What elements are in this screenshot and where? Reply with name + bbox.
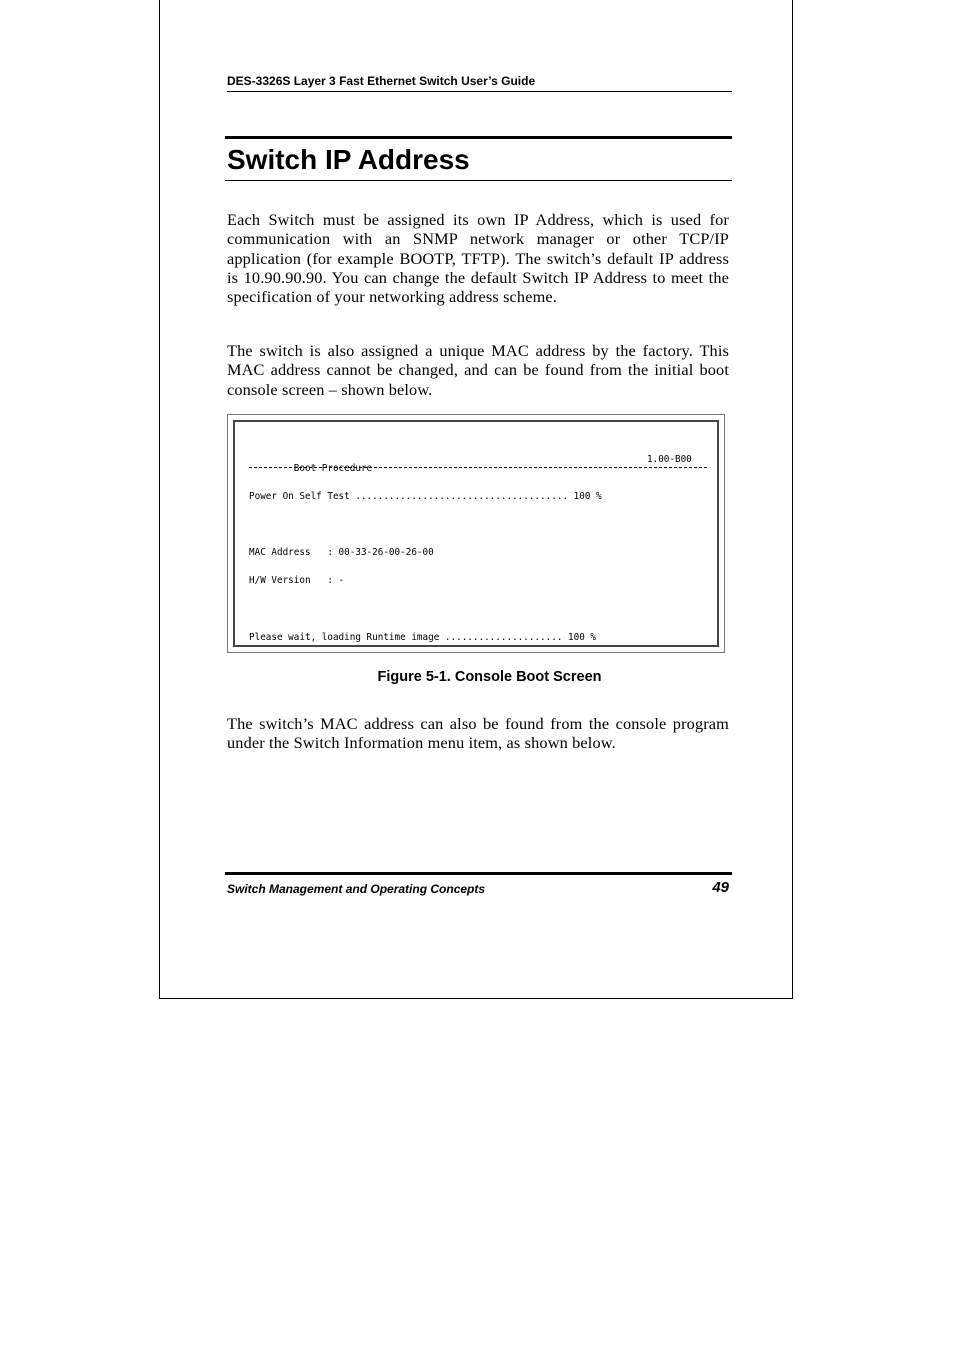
title-rule-bottom <box>225 180 732 181</box>
console-line-loading: Please wait, loading Runtime image ..................... 100 % <box>249 631 597 643</box>
console-version: 1.00-B00 <box>647 453 692 465</box>
console-divider <box>249 467 707 468</box>
console-boot-screen <box>227 414 725 653</box>
figure-caption: Figure 5-1. Console Boot Screen <box>377 669 602 685</box>
paragraph-ip-address: Each Switch must be assigned its own IP Address, which is used for communication with an SNMP network manager or other TCP/IP application (for example BOOTP, TFTP). The switch’s default IP address is 10.90.90.90. You can change the default Switch IP Address to meet the specification of your networking address scheme. <box>227 210 729 307</box>
console-gap <box>249 520 707 529</box>
footer-rule <box>225 872 732 875</box>
console-window <box>233 420 719 647</box>
title-rule-top <box>225 136 732 139</box>
paragraph-mac-address: The switch is also assigned a unique MAC address by the factory. This MAC address cannot be changed, and can be found from the initial boot console screen – shown below. <box>227 341 729 399</box>
console-text <box>249 436 707 661</box>
page-title: Switch IP Address <box>227 144 470 175</box>
console-title: Boot Procedure <box>293 463 373 475</box>
console-line-post: Power On Self Test ...................................... 100 % <box>249 490 602 502</box>
console-gap <box>249 604 707 613</box>
running-header: DES-3326S Layer 3 Fast Ethernet Switch User’s Guide <box>227 74 732 92</box>
page-number: 49 <box>712 879 729 896</box>
paragraph-switch-information: The switch’s MAC address can also be found from the console program under the Switch Information menu item, as shown below. <box>227 714 729 753</box>
footer-section-title: Switch Management and Operating Concepts <box>227 882 486 896</box>
console-header <box>249 455 707 473</box>
console-line-mac: MAC Address : 00-33-26-00-26-00 <box>249 547 434 559</box>
console-line-hw: H/W Version : - <box>249 575 345 587</box>
